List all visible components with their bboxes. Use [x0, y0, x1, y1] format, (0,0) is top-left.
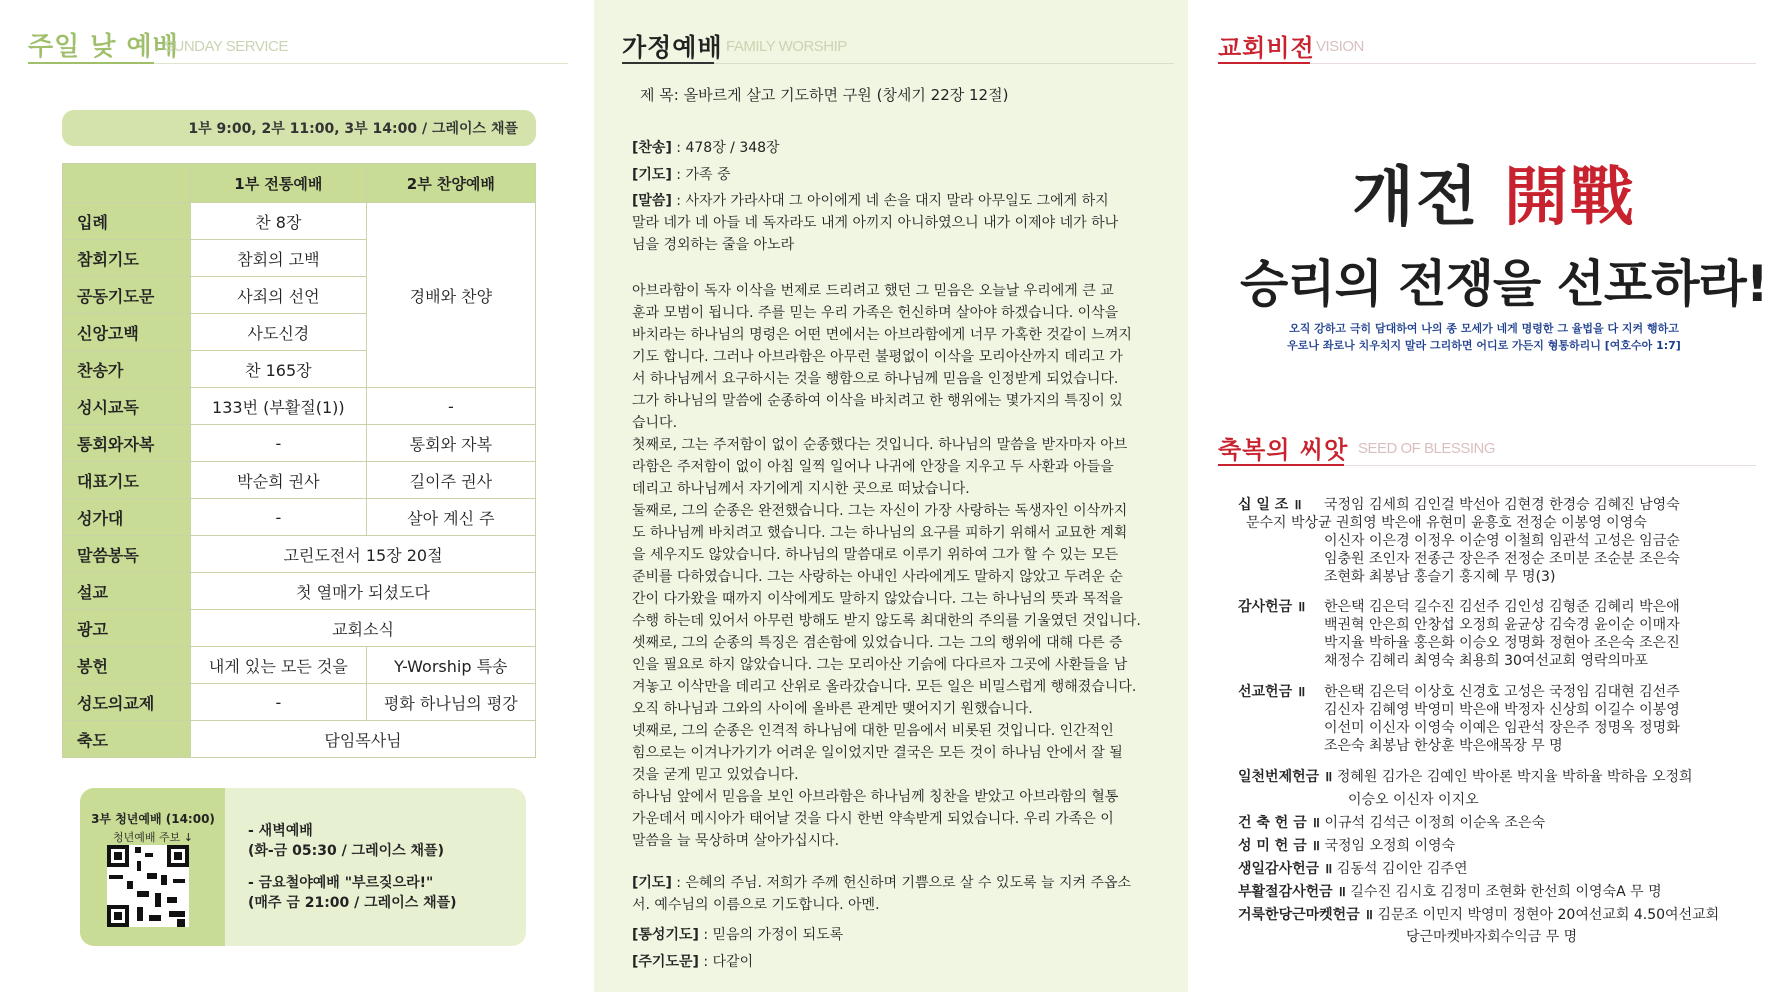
row-label: 봉헌	[63, 647, 191, 684]
devotional-body	[632, 280, 1141, 852]
topic-reference: (창세기 22장 12절)	[876, 86, 1009, 104]
body-line: 인을 필요로 하지 않았습니다. 그는 모리아산 기슭에 다다르자 그곳에 사환들을 남	[632, 657, 1128, 673]
row-value-praise: Y-Worship 특송	[366, 647, 535, 684]
dawn-prayer-time: (화-금 05:30 / 그레이스 채플)	[248, 843, 444, 859]
family-worship-subtitle: FAMILY WORSHIP	[726, 38, 847, 55]
body-line: 말씀을 늘 묵상하며 살아가십시다.	[632, 833, 840, 849]
seed-title-underline	[1218, 464, 1344, 466]
col-header-traditional: 1부 전통예배	[191, 164, 367, 203]
seed-title-rule	[1344, 465, 1756, 466]
friday-vigil-time: (매주 금 21:00 / 그레이스 채플)	[248, 895, 457, 911]
offering-names: 박지율 박하율 홍은화 이승오 정명화 정현아 조은숙 조은진	[1324, 635, 1680, 651]
table-row	[63, 610, 536, 647]
thanks-offering-row	[1238, 596, 1305, 616]
body-line: 가운데서 메시아가 태어날 것을 다시 한번 약속받게 되었습니다. 우리 가족은 이	[632, 811, 1114, 827]
scripture-label: [말씀]	[632, 193, 672, 209]
table-row	[63, 647, 536, 684]
row-label: 대표기도	[63, 462, 191, 499]
service-times-banner: 1부 9:00, 2부 11:00, 3부 14:00 / 그레이스 채플	[62, 110, 536, 146]
body-line: 데리고 하나님께서 자기에게 지시한 곳으로 떠났습니다.	[632, 481, 970, 497]
row-value-merged: 고린도전서 15장 20절	[191, 536, 536, 573]
topic-label: 제 목:	[640, 86, 679, 104]
row-label: 통회와자복	[63, 425, 191, 462]
prayer-line	[632, 164, 731, 186]
offering-label: 감사헌금 ॥	[1238, 599, 1306, 615]
offering-names: 이선미 이신자 이영숙 이예은 임관석 장은주 정명옥 정명화	[1324, 720, 1680, 736]
hymn-text: : 478장 / 348장	[671, 140, 780, 156]
body-line: 것을 굳게 믿고 있었습니다.	[632, 767, 799, 783]
youth-worship-title: 3부 청년예배 (14:00)	[91, 812, 215, 826]
offering-names: 당근마켓바자회수익금 무 명	[1406, 929, 1578, 945]
row-value: 참회의 고백	[191, 240, 367, 277]
table-row	[63, 388, 536, 425]
mission-offering-row	[1238, 681, 1305, 701]
offering-names: 한은택 김은덕 길수진 김선주 김인성 김형준 김혜리 박은애	[1324, 599, 1680, 615]
body-line: 셋째로, 그의 순종의 특징은 겸손함에 있었습니다. 그는 그의 행위에 대해 다른 증	[632, 635, 1123, 651]
closing-prayer-line: [기도] : 은혜의 주님. 저희가 주께 헌신하며 기쁨으로 살 수 있도록 늘 지켜 주옵소	[632, 875, 1132, 891]
table-row	[63, 721, 536, 758]
table-row	[63, 573, 536, 610]
row-label: 입례	[63, 203, 191, 240]
closing-prayer-block	[632, 872, 1131, 916]
body-line: 겨놓고 이삭만을 데리고 산위로 올라갔습니다. 모든 일은 비밀스럽게 행해졌습니다.	[632, 679, 1137, 695]
body-line: 둘째로, 그의 순종은 완전했습니다. 그는 자신이 가장 사랑하는 독생자인 이삭까지	[632, 503, 1128, 519]
row-value: -	[191, 425, 367, 462]
row-value-merged: 첫 열매가 되셨도다	[191, 573, 536, 610]
table-corner	[63, 164, 191, 203]
offering-label: 부활절감사헌금 ॥	[1238, 884, 1346, 900]
lords-prayer-line: [주기도문] : 다같이	[632, 954, 754, 970]
row-label: 찬송가	[63, 351, 191, 388]
offering-names: 임충원 조인자 전종근 장은주 전정순 조미분 조순분 조은숙	[1324, 551, 1680, 567]
row-value: 찬 165장	[191, 351, 367, 388]
vision-verse-line2: 우로나 좌로나 치우치지 말라 그리하면 어디로 가든지 형통하리니 [여호수아 1:7]	[1287, 339, 1681, 352]
offering-names: 조은숙 최봉남 한상훈 박은애목장 무 명	[1324, 738, 1563, 754]
birthday-offering-row	[1238, 858, 1467, 878]
family-title-rule	[714, 63, 1174, 64]
topic-text: 올바르게 살고 기도하면 구원	[683, 86, 872, 104]
youth-bulletin-label: 청년예배 주보 ↓	[113, 831, 193, 844]
offering-names: 김문조 이민지 박영미 정현아 20여선교회 4.50여선교회	[1377, 907, 1720, 923]
hymn-line	[632, 137, 780, 159]
easter-offering-row	[1238, 881, 1662, 901]
offering-names: 김동석 김이안 김주연	[1336, 861, 1468, 877]
offering-label: 선교헌금 ॥	[1238, 684, 1306, 700]
tithe-row	[1238, 494, 1302, 514]
offering-names: 이승오 이신자 이지오	[1348, 792, 1479, 808]
offering-names: 한은택 김은덕 이상호 신경호 고성은 국정임 김대현 김선주	[1324, 684, 1680, 700]
dawn-prayer-label: - 새벽예배	[248, 823, 313, 839]
seed-of-blessing-title: 축복의 씨앗	[1218, 436, 1349, 464]
lords-prayer-label: [주기도문]	[632, 954, 699, 970]
body-line: 오직 하나님과 그와의 사이에 올바른 관계만 맺어지기 원했습니다.	[632, 701, 1033, 717]
body-line: 간이 다가왔을 때까지 이삭에게도 말하지 않았습니다. 그는 하나님의 뜻과 목적을	[632, 591, 1123, 607]
vision-title-rule	[1310, 63, 1756, 64]
offering-names: 김신자 김혜영 박영미 박은애 박정자 신상희 이길수 이봉영	[1324, 702, 1680, 718]
table-row	[63, 425, 536, 462]
family-worship-title: 가정예배	[622, 33, 723, 62]
offering-names: 조현화 최봉남 홍슬기 홍지혜 무 명(3)	[1324, 569, 1556, 585]
row-value: 사죄의 선언	[191, 277, 367, 314]
row-value: 내게 있는 모든 것을	[191, 647, 367, 684]
row-value: -	[191, 499, 367, 536]
scripture-line: [말씀] : 사자가 가라사대 그 아이에게 네 손을 대지 말라 아무일도 그에게 하지	[632, 193, 1109, 209]
scripture-line: 말라 네가 네 아들 네 독자라도 내게 아끼지 아니하였으니 내가 이제야 네가 하나	[632, 215, 1119, 231]
offering-names: 국정임 오정희 이영숙	[1324, 838, 1456, 854]
row-value-merged: 담임목사님	[191, 721, 536, 758]
row-label: 광고	[63, 610, 191, 647]
body-line: 서 하나님께서 요구하시는 것을 행함으로 하나님께 믿음을 인정받게 되었습니다.	[632, 371, 1119, 387]
row-value: 사도신경	[191, 314, 367, 351]
row-label: 축도	[63, 721, 191, 758]
carrot-market-offering-row	[1238, 904, 1719, 924]
row-value-praise: -	[366, 388, 535, 425]
building-offering-row	[1238, 812, 1545, 832]
row-label: 성시교독	[63, 388, 191, 425]
seed-of-blessing-subtitle: SEED OF BLESSING	[1358, 440, 1496, 457]
order-of-service-table	[62, 163, 536, 758]
sunday-title-underline	[28, 62, 154, 64]
vision-korean: 개전	[1352, 161, 1480, 235]
sunday-service-subtitle: SUNDAY SERVICE	[164, 38, 288, 55]
offering-label: 십 일 조 ॥	[1238, 497, 1302, 513]
vision-slogan: 승리의 전쟁을 선포하라!	[1240, 255, 1768, 313]
family-title-underline	[622, 62, 714, 64]
scripture-block	[632, 190, 1118, 256]
sermon-topic	[640, 84, 1008, 105]
merged-praise-cell: 경배와 찬양	[366, 203, 535, 388]
row-label: 공동기도문	[63, 277, 191, 314]
body-line: 수행 하는데 있어서 아무런 방해도 받지 않도록 최대한의 주의를 기울였던 것입니다.	[632, 613, 1141, 629]
youth-bulletin-qr-code[interactable]	[107, 845, 189, 927]
table-row	[63, 462, 536, 499]
unison-prayer-line: [통성기도] : 믿음의 가정이 되도록	[632, 927, 844, 943]
body-line: 그가 하나님의 말씀에 순종하여 이삭을 바치려고 한 행위에는 몇가지의 특징이 있	[632, 393, 1123, 409]
offering-names: 이신자 이은경 이정우 이순영 이철희 임관석 고성은 임금순	[1324, 533, 1680, 549]
prayer-text: : 가족 중	[671, 167, 731, 183]
body-line: 도 하나님께 바치려고 했습니다. 그는 하나님의 요구를 피하기 위해서 교묘한 계획	[632, 525, 1128, 541]
row-label: 신앙고백	[63, 314, 191, 351]
row-value: 찬 8장	[191, 203, 367, 240]
hymn-label: [찬송]	[632, 140, 672, 156]
body-line: 훈과 모범이 됩니다. 주를 믿는 우리 가족은 헌신하며 살아야 하겠습니다. 이삭을	[632, 305, 1119, 321]
row-label: 말씀봉독	[63, 536, 191, 573]
offering-label: 거룩한당근마켓헌금 ॥	[1238, 907, 1373, 923]
row-value-merged: 교회소식	[191, 610, 536, 647]
offering-names: 백권혁 안은희 안창섭 오정희 윤균상 김숙경 윤이순 이매자	[1324, 617, 1680, 633]
vision-verse-line1: 오직 강하고 극히 담대하여 나의 종 모세가 네게 명령한 그 율법을 다 지켜 행하고	[1289, 322, 1679, 335]
body-line: 준비를 다하였습니다. 그는 사랑하는 아내인 사라에게도 말하지 않았고 두려운 순	[632, 569, 1123, 585]
body-line: 라함은 주저함이 없이 아침 일찍 일어나 나귀에 안장을 지우고 두 사환과 아들을	[632, 459, 1114, 475]
row-label: 성가대	[63, 499, 191, 536]
thousand-offering-row	[1238, 766, 1693, 786]
row-value-praise: 통회와 자복	[366, 425, 535, 462]
row-value-praise: 살아 계신 주	[366, 499, 535, 536]
offering-label: 생일감사헌금 ॥	[1238, 861, 1333, 877]
offering-names: 문수지 박상균 권희영 박은애 유현미 윤흥호 전정순 이봉영 이영숙	[1246, 515, 1647, 531]
unison-prayer-label: [통성기도]	[632, 927, 699, 943]
row-value: 박순희 권사	[191, 462, 367, 499]
body-line: 하나님 앞에서 믿음을 보인 아브라함은 하나님께 칭찬을 받았고 아브라함의 혈통	[632, 789, 1119, 805]
table-row	[63, 499, 536, 536]
vision-title: 교회비전	[1218, 34, 1315, 62]
offering-names: 국정임 김세희 김인걸 박선아 김현경 한경승 김혜진 남영숙	[1324, 497, 1680, 513]
sunday-title-rule	[154, 63, 568, 64]
prayer-label: [기도]	[632, 167, 672, 183]
closing-prayer-label: [기도]	[632, 875, 672, 891]
vision-hanja: 開戰	[1503, 160, 1636, 235]
table-row	[63, 203, 536, 240]
row-label: 참회기도	[63, 240, 191, 277]
offering-names: 정혜원 김가은 김예인 박아론 박지율 박하율 박하음 오정희	[1336, 769, 1693, 785]
vision-headline	[1352, 146, 1636, 238]
rice-offering-row	[1238, 835, 1455, 855]
row-value: 133번 (부활절(1))	[191, 388, 367, 425]
offering-names: 이규석 김석근 이정희 이순옥 조은숙	[1324, 815, 1546, 831]
body-line: 습니다.	[632, 415, 678, 431]
body-line: 아브라함이 독자 이삭을 번제로 드리려고 했던 그 믿음은 오늘날 우리에게 큰 교	[632, 283, 1114, 299]
col-header-praise: 2부 찬양예배	[366, 164, 535, 203]
row-value: -	[191, 684, 367, 721]
closing-prayer-line: 서. 예수님의 이름으로 기도합니다. 아멘.	[632, 897, 880, 913]
friday-vigil-label: - 금요철야예배 "부르짖으라!"	[248, 875, 434, 891]
offering-label: 일천번제헌금 ॥	[1238, 769, 1333, 785]
row-label: 성도의교제	[63, 684, 191, 721]
offering-label: 건 축 헌 금 ॥	[1238, 815, 1320, 831]
offering-names: 채정수 김혜리 최영숙 최용희 30여선교회 영락의마포	[1324, 653, 1649, 669]
table-row	[63, 684, 536, 721]
row-value-praise: 길이주 권사	[366, 462, 535, 499]
body-line: 첫째로, 그는 주저함이 없이 순종했다는 것입니다. 하나님의 말씀을 받자마자 아브	[632, 437, 1128, 453]
vision-title-underline	[1218, 62, 1310, 64]
scripture-line: 님을 경외하는 줄을 아노라	[632, 237, 795, 253]
offering-label: 성 미 헌 금 ॥	[1238, 838, 1320, 854]
body-line: 힘으로는 이겨나가기가 어려운 일이었지만 결국은 모든 것이 하나님 안에서 잘 될	[632, 745, 1123, 761]
body-line: 넷째로, 그의 순종은 인격적 하나님에 대한 믿음에서 비롯된 것입니다. 인간적인	[632, 723, 1114, 739]
table-row	[63, 536, 536, 573]
body-line: 기도 합니다. 그러나 아브라함은 아무런 불평없이 이삭을 모리아산까지 데리고 가	[632, 349, 1123, 365]
offering-names: 길수진 김시호 김정미 조현화 한선희 이영숙A 무 명	[1350, 884, 1662, 900]
body-line: 을 세우지도 않았습니다. 하나님의 말씀대로 이루기 위하여 그가 할 수 있는 모든	[632, 547, 1119, 563]
sunday-service-title: 주일 낮 예배	[28, 32, 179, 62]
row-label: 설교	[63, 573, 191, 610]
vision-subtitle: VISION	[1316, 38, 1364, 55]
row-value-praise: 평화 하나님의 평강	[366, 684, 535, 721]
body-line: 바치라는 하나님의 명령은 어떤 면에서는 아브라함에게 너무 가혹한 것같이 느껴지	[632, 327, 1132, 343]
